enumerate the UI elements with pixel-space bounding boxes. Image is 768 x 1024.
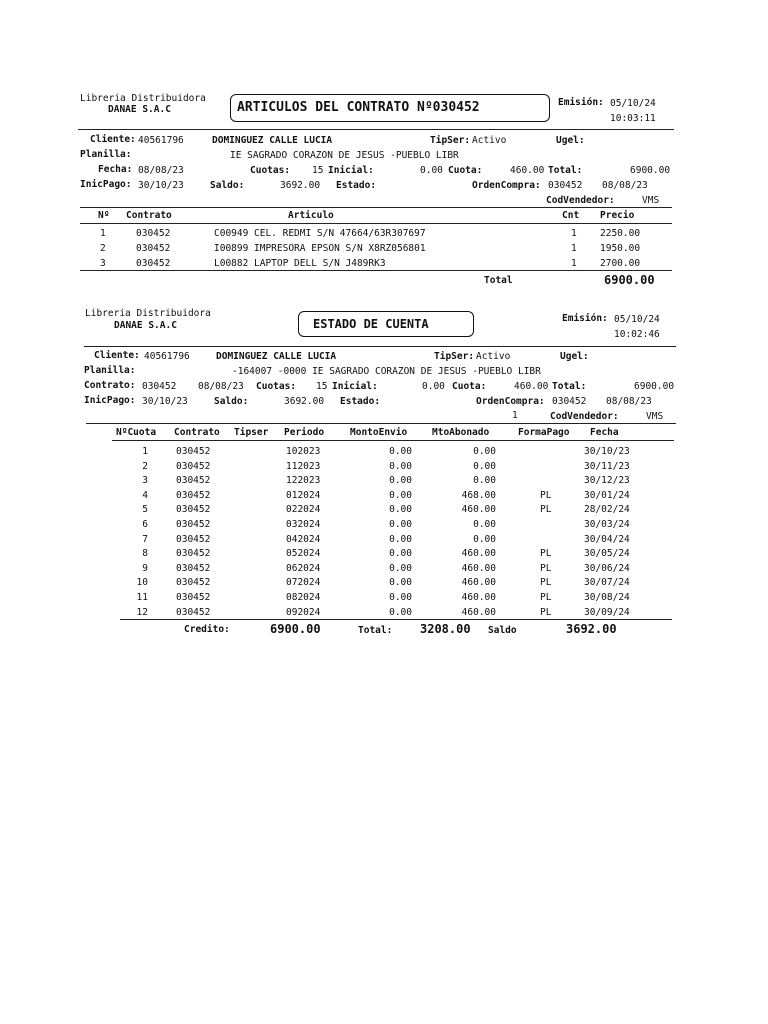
row-cuota: 11: [136, 592, 148, 603]
row-cuota: 1: [142, 446, 148, 457]
tipser-value: Activo: [476, 351, 511, 362]
emision-date: 05/10/24: [614, 314, 660, 325]
cliente-label: Cliente:: [94, 350, 140, 361]
iniciopago-value: 30/10/23: [138, 180, 184, 191]
row-contrato: 030452: [176, 548, 211, 560]
cuota-label: Cuota:: [452, 381, 487, 392]
row-montoenvio: 0.00: [389, 606, 412, 618]
row-periodo: 112023: [286, 460, 321, 472]
row-contrato: 030452: [176, 446, 211, 457]
col-fecha: Fecha: [590, 427, 619, 438]
ordencompra-label: OrdenCompra:: [476, 396, 545, 407]
row-periodo: 082024: [286, 592, 321, 603]
row-fecha: 30/04/24: [584, 533, 630, 545]
item-contrato: 030452: [136, 258, 171, 269]
row-fecha: 30/05/24: [584, 548, 630, 560]
row-mtoabonado: 460.00: [461, 592, 496, 603]
row-montoenvio: 0.00: [389, 504, 412, 516]
inicial-label: Inicial:: [328, 165, 374, 176]
item-cnt: 1: [571, 243, 577, 254]
col-montoenvio: MontoEnvio: [350, 427, 408, 438]
contrato-label: Contrato:: [84, 380, 136, 391]
ordencompra-label: OrdenCompra:: [472, 180, 541, 191]
ordencompra-value: 030452: [548, 180, 583, 191]
row-contrato: 030452: [176, 460, 211, 472]
iniciopago-label: InicPago:: [80, 179, 132, 190]
cliente-name: DOMINGUEZ CALLE LUCIA: [212, 135, 333, 146]
row-periodo: 062024: [286, 562, 321, 574]
row-mtoabonado: 460.00: [461, 577, 496, 589]
row-contrato: 030452: [176, 606, 211, 618]
divider: [120, 619, 672, 620]
row-montoenvio: 0.00: [389, 533, 412, 545]
row-contrato: 030452: [176, 519, 211, 530]
cliente-id: 40561796: [138, 135, 184, 146]
row-formapago: PL: [540, 592, 552, 603]
col-mtoabonado: MtoAbonado: [432, 427, 490, 438]
company-legal-name: DANAE S.A.C: [114, 320, 177, 331]
row-montoenvio: 0.00: [389, 519, 412, 530]
statement-title: ESTADO DE CUENTA: [313, 317, 429, 331]
row-mtoabonado: 0.00: [473, 475, 496, 487]
cuotas-value: 15: [312, 165, 324, 176]
row-mtoabonado: 460.00: [461, 548, 496, 560]
row-formapago: PL: [540, 562, 552, 574]
item-precio: 2250.00: [600, 228, 641, 239]
statement-title-box: [298, 311, 474, 337]
col-articulo: Articulo: [288, 210, 334, 221]
col-contrato: Contrato: [174, 427, 220, 438]
item-articulo: CEL. REDMI S/N 47664/63R307697: [254, 228, 426, 239]
col-tipser: Tipser: [234, 427, 269, 438]
row-montoenvio: 0.00: [389, 592, 412, 603]
divider: [86, 423, 676, 424]
row-fecha: 30/12/23: [584, 475, 630, 487]
row-fecha: 28/02/24: [584, 504, 630, 516]
item-contrato: 030452: [136, 228, 171, 239]
row-periodo: 102023: [286, 446, 321, 457]
cuotas-label: Cuotas:: [250, 165, 291, 176]
row-mtoabonado: 468.00: [461, 489, 496, 501]
row-cuota: 5: [142, 504, 148, 516]
row-formapago: PL: [540, 504, 552, 516]
row-cuota: 7: [142, 533, 148, 545]
emision-label: Emisión:: [562, 313, 608, 324]
emision-time: 10:03:11: [610, 113, 656, 124]
divider: [80, 223, 672, 224]
row-cuota: 10: [136, 577, 148, 589]
row-cuota: 2: [142, 460, 148, 472]
row-montoenvio: 0.00: [389, 475, 412, 487]
row-contrato: 030452: [176, 489, 211, 501]
footer-saldo-value: 3692.00: [566, 622, 617, 636]
codvendedor-label: CodVendedor:: [550, 411, 619, 422]
row-periodo: 022024: [286, 504, 321, 516]
ordencompra-date: 08/08/23: [606, 396, 652, 407]
contrato-value: 030452: [142, 381, 177, 392]
row-formapago: PL: [540, 606, 552, 618]
row-fecha: 30/06/24: [584, 562, 630, 574]
row-fecha: 30/10/23: [584, 446, 630, 457]
tipser-label: TipSer:: [430, 135, 471, 146]
item-precio: 2700.00: [600, 258, 641, 269]
item-cnt: 1: [571, 258, 577, 269]
divider: [84, 346, 676, 347]
divider: [78, 129, 674, 130]
row-montoenvio: 0.00: [389, 446, 412, 457]
item-articulo: LAPTOP DELL S/N J489RK3: [254, 258, 386, 269]
saldo-label: Saldo:: [210, 180, 245, 191]
item-cnt: 1: [571, 228, 577, 239]
cuota-value: 460.00: [510, 165, 545, 176]
cuotas-label: Cuotas:: [256, 381, 297, 392]
col-cuota: NºCuota: [116, 427, 157, 438]
contrato-date: 08/08/23: [198, 381, 244, 392]
planilla-label: Planilla:: [80, 149, 132, 160]
cliente-name: DOMINGUEZ CALLE LUCIA: [216, 351, 337, 362]
company-name: Libreria Distribuidora: [80, 93, 206, 104]
divider: [80, 207, 672, 208]
row-periodo: 072024: [286, 577, 321, 589]
total-label: Total:: [552, 381, 587, 392]
cuota-label: Cuota:: [448, 165, 483, 176]
col-formapago: FormaPago: [518, 427, 570, 438]
tipser-value: Activo: [472, 135, 507, 146]
planilla-value: -164007 -0000 IE SAGRADO CORAZON DE JESUS -PUEBLO LIBR: [232, 366, 541, 377]
estado-label: Estado:: [340, 396, 381, 407]
row-montoenvio: 0.00: [389, 548, 412, 560]
row-contrato: 030452: [176, 475, 211, 487]
footer-total-value: 6900.00: [604, 273, 655, 287]
iniciopago-label: InicPago:: [84, 395, 136, 406]
item-n: 1: [100, 228, 106, 239]
row-mtoabonado: 460.00: [461, 504, 496, 516]
codvendedor-label: CodVendedor:: [546, 195, 615, 206]
row-formapago: PL: [540, 548, 552, 560]
cuota-value: 460.00: [514, 381, 549, 392]
col-contrato: Contrato: [126, 210, 172, 221]
company-legal-name: DANAE S.A.C: [108, 104, 171, 115]
fecha-label: Fecha:: [98, 164, 133, 175]
item-codigo: I00899: [214, 243, 249, 254]
row-formapago: PL: [540, 577, 552, 589]
row-fecha: 30/07/24: [584, 577, 630, 589]
col-cnt: Cnt: [562, 210, 580, 221]
row-periodo: 092024: [286, 606, 321, 618]
ordencompra-date: 08/08/23: [602, 180, 648, 191]
row-contrato: 030452: [176, 592, 211, 603]
row-mtoabonado: 0.00: [473, 533, 496, 545]
row-mtoabonado: 460.00: [461, 562, 496, 574]
row-cuota: 9: [142, 562, 148, 574]
fecha-value: 08/08/23: [138, 165, 184, 176]
row-formapago: PL: [540, 489, 552, 501]
row-fecha: 30/03/24: [584, 519, 630, 530]
row-cuota: 3: [142, 475, 148, 487]
item-articulo: IMPRESORA EPSON S/N X8RZ056801: [254, 243, 426, 254]
planilla-value: IE SAGRADO CORAZON DE JESUS -PUEBLO LIBR: [230, 150, 459, 161]
row-cuota: 4: [142, 489, 148, 501]
footer-total-value: 3208.00: [420, 622, 471, 636]
col-precio: Precio: [600, 210, 635, 221]
emision-date: 05/10/24: [610, 98, 656, 109]
row-montoenvio: 0.00: [389, 577, 412, 589]
credito-value: 6900.00: [270, 622, 321, 636]
cuotas-value: 15: [316, 381, 328, 392]
item-n: 2: [100, 243, 106, 254]
item-n: 3: [100, 258, 106, 269]
footer-saldo-label: Saldo: [488, 625, 517, 636]
contract-title-box: [230, 94, 550, 122]
ordencompra-value: 030452: [552, 396, 587, 407]
row-cuota: 8: [142, 548, 148, 560]
row-fecha: 30/08/24: [584, 592, 630, 603]
footer-total-label: Total: [484, 275, 513, 286]
estado-label: Estado:: [336, 180, 377, 191]
item-codigo: C00949: [214, 228, 249, 239]
row-contrato: 030452: [176, 533, 211, 545]
row-contrato: 030452: [176, 504, 211, 516]
emision-label: Emisión:: [558, 97, 604, 108]
row-mtoabonado: 460.00: [461, 606, 496, 618]
saldo-value: 3692.00: [280, 180, 321, 191]
row-mtoabonado: 0.00: [473, 519, 496, 530]
row-fecha: 30/09/24: [584, 606, 630, 618]
divider: [112, 440, 674, 441]
contract-title: ARTICULOS DEL CONTRATO Nº030452: [237, 100, 480, 115]
row-contrato: 030452: [176, 577, 211, 589]
item-contrato: 030452: [136, 243, 171, 254]
inicial-value: 0.00: [420, 165, 443, 176]
row-contrato: 030452: [176, 562, 211, 574]
tipser-label: TipSer:: [434, 351, 475, 362]
total-value: 6900.00: [630, 165, 671, 176]
inicial-label: Inicial:: [332, 381, 378, 392]
saldo-label: Saldo:: [214, 396, 249, 407]
ugel-label: Ugel:: [556, 135, 585, 146]
saldo-value: 3692.00: [284, 396, 325, 407]
row-mtoabonado: 0.00: [473, 446, 496, 457]
codvendedor-value: VMS: [646, 411, 664, 422]
codvendedor-value: VMS: [642, 195, 660, 206]
footer-total-label: Total:: [358, 625, 393, 636]
row-periodo: 012024: [286, 489, 321, 501]
ugel-label: Ugel:: [560, 351, 589, 362]
row-periodo: 122023: [286, 475, 321, 487]
row-mtoabonado: 0.00: [473, 460, 496, 472]
row-montoenvio: 0.00: [389, 489, 412, 501]
col-n: Nº: [98, 210, 110, 221]
row-periodo: 052024: [286, 548, 321, 560]
cliente-label: Cliente:: [90, 134, 136, 145]
row-cuota: 6: [142, 519, 148, 530]
total-value: 6900.00: [634, 381, 675, 392]
item-precio: 1950.00: [600, 243, 641, 254]
extra-value: 1: [512, 410, 518, 421]
col-periodo: Periodo: [284, 427, 325, 438]
row-fecha: 30/11/23: [584, 460, 630, 472]
iniciopago-value: 30/10/23: [142, 396, 188, 407]
company-name: Libreria Distribuidora: [85, 308, 211, 319]
row-fecha: 30/01/24: [584, 489, 630, 501]
emision-time: 10:02:46: [614, 329, 660, 340]
credito-label: Credito:: [184, 624, 230, 635]
row-cuota: 12: [136, 606, 148, 618]
row-montoenvio: 0.00: [389, 460, 412, 472]
planilla-label: Planilla:: [84, 365, 136, 376]
inicial-value: 0.00: [422, 381, 445, 392]
divider: [80, 270, 672, 271]
cliente-id: 40561796: [144, 351, 190, 362]
row-periodo: 042024: [286, 533, 321, 545]
row-periodo: 032024: [286, 519, 321, 530]
item-codigo: L00882: [214, 258, 249, 269]
total-label: Total:: [548, 165, 583, 176]
row-montoenvio: 0.00: [389, 562, 412, 574]
